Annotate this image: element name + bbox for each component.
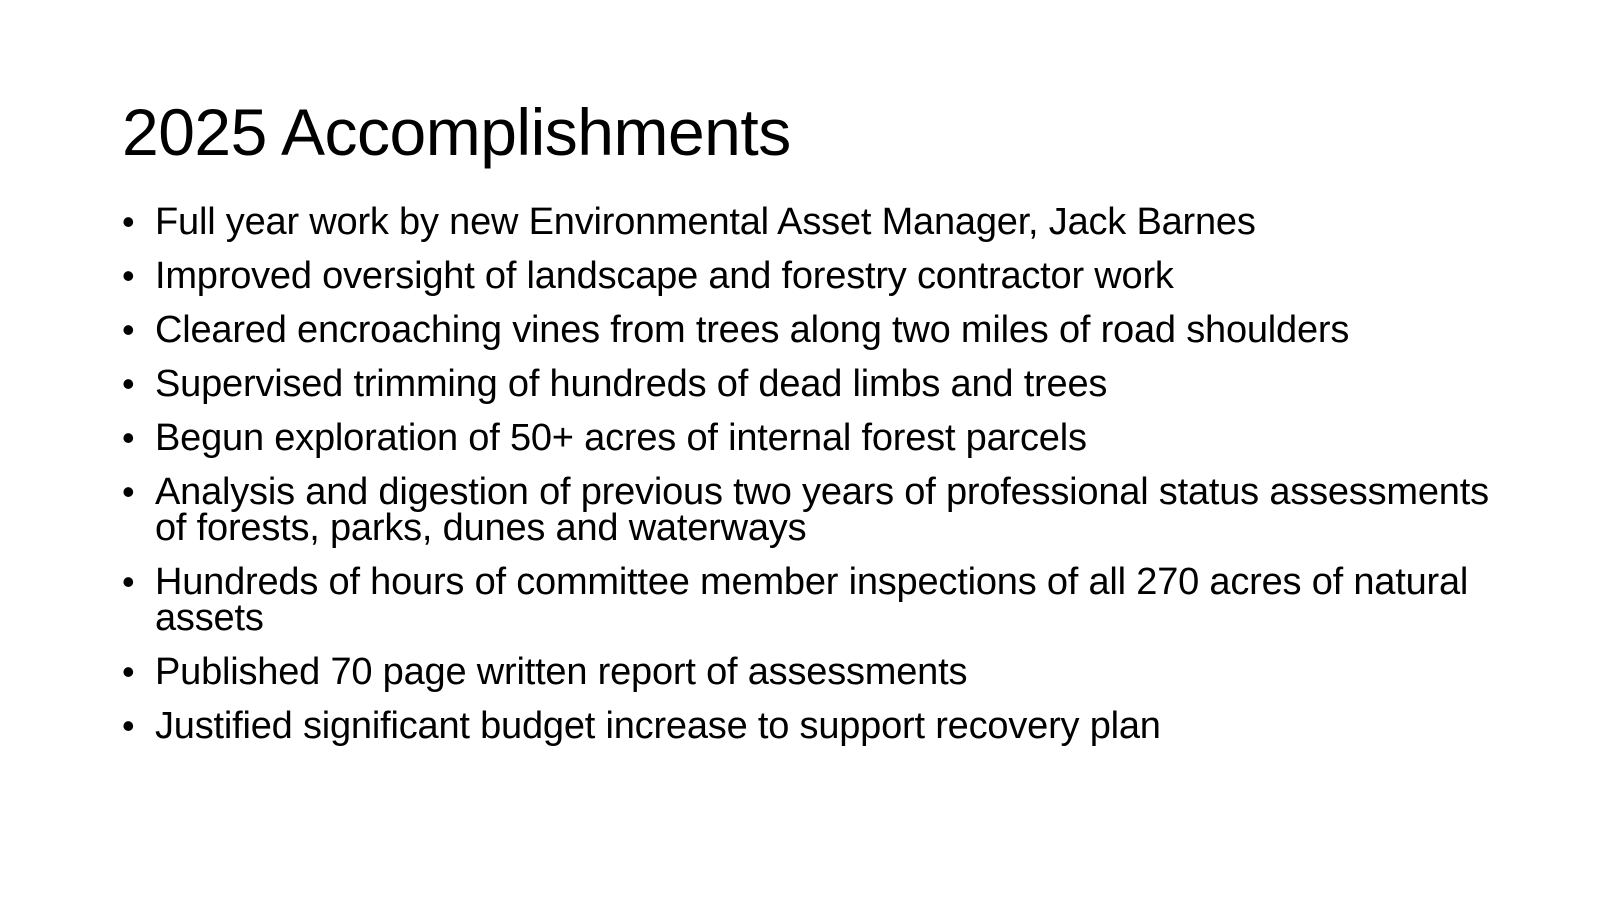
- bullet-item: [120, 363, 1500, 405]
- bullet-text: Supervised trimming of hundreds of dead limbs and trees: [155, 363, 1108, 405]
- bullet-text: Improved oversight of landscape and forestry contractor work: [155, 255, 1174, 297]
- bullet-item: [120, 255, 1500, 297]
- slide-title: 2025 Accomplishments: [122, 95, 791, 169]
- bullet-dot-icon: •: [122, 255, 135, 296]
- bullet-item: [120, 705, 1500, 747]
- bullet-dot-icon: •: [122, 471, 135, 512]
- bullet-item: [120, 561, 1500, 639]
- bullet-dot-icon: •: [122, 651, 135, 692]
- bullet-item: [120, 201, 1500, 243]
- bullet-text: Hundreds of hours of committee member inspections of all 270 acres of natural assets: [155, 561, 1469, 639]
- bullet-dot-icon: •: [122, 201, 135, 242]
- bullet-item: [120, 417, 1500, 459]
- bullet-dot-icon: •: [122, 363, 135, 404]
- bullet-text: Justified significant budget increase to support recovery plan: [155, 705, 1161, 747]
- bullet-text: Analysis and digestion of previous two years of professional status assessments of forests, parks, dunes and waterways: [155, 471, 1489, 549]
- bullet-dot-icon: •: [122, 309, 135, 350]
- bullet-text: Full year work by new Environmental Asset Manager, Jack Barnes: [155, 201, 1256, 243]
- bullet-dot-icon: •: [122, 705, 135, 746]
- bullet-text: Published 70 page written report of assessments: [155, 651, 968, 693]
- bullet-item: [120, 471, 1500, 549]
- bullet-list: [120, 201, 1500, 762]
- bullet-item: [120, 309, 1500, 351]
- bullet-dot-icon: •: [122, 561, 135, 602]
- bullet-dot-icon: •: [122, 417, 135, 458]
- bullet-item: [120, 651, 1500, 693]
- bullet-text: Begun exploration of 50+ acres of internal forest parcels: [155, 417, 1087, 459]
- bullet-text: Cleared encroaching vines from trees along two miles of road shoulders: [155, 309, 1350, 351]
